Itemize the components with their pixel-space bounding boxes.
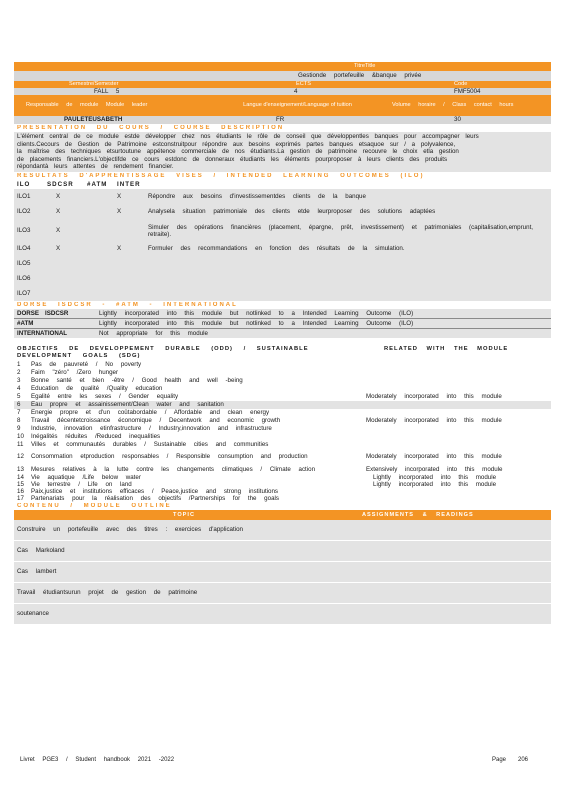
ilo-text: Répondre aux besoins d'investissementdes clients de la banque [148,192,366,200]
sdg-row [14,377,551,385]
sdg-row [14,433,551,441]
contents-row [14,583,551,604]
ilo-inter: X [117,208,122,216]
code-label: Code [454,81,468,88]
contents-heading: CONTENU / MODULE OUTLINE [17,502,172,509]
sdg-number: 10 [17,433,24,441]
ilo-id: ILO7 [17,289,31,297]
sdg-number: 2 [17,369,21,377]
dorse-text: Lightly incorporated into this module but notlinked to a Intended Learning Outcome (ILO) [99,309,414,317]
sdg-number: 3 [17,377,21,385]
sdg-row [14,385,551,393]
sdg-text: Mesures relatives à la lutte contre les changements climatiques / Climate action [31,465,316,473]
language-label: Langue d'enseignement/Language of tuition [243,102,352,109]
ilo-text: Formuler des recommandations en fonction des résultats de la simulation. [148,245,405,253]
topic-text: Travail étudiantsurun projet de gestion de patrimoine [17,589,198,597]
ilo-col-sdcsr: SDCSR [47,181,74,189]
ilo-row [14,256,551,271]
contents-row [14,541,551,562]
ilo-sdcsr: X [56,245,61,253]
dorse-label-2: ISDCSR [45,309,69,317]
sdg-number: 14 [17,473,24,481]
presentation-line: de placements financiers.L'objectifde ce cours estdonc de donneraux étudiants les éléments pourproposer à leurs clients des produits [17,155,448,163]
sdg-text: Vie aquatique /Life below water [31,473,141,481]
dorse-row [14,309,551,319]
footer-page-number: 206 [518,757,529,763]
volume-label: Volume horaire / Class contact hours [392,102,514,109]
ilo-text: Analysela situation patrimoniale des clients etde leurproposer des solutions adaptées [148,208,436,216]
contents-heading-row [14,502,551,510]
presentation-line: L'élément central de ce module estde développer chez nos étudiants le rôle de conseil que développentles banques pour accompagner leurs [17,133,479,140]
ilo-id: ILO3 [17,227,31,235]
sdg-text: Education de qualité /Quality education [31,385,163,393]
ilo-col-atm: #ATM [87,181,108,189]
sdg-row [14,417,551,425]
contents-row [14,604,551,624]
responsible-value-row [14,116,551,124]
page-footer [20,757,540,763]
sdg-text: Industrie, innovation etinfrastructure / Industry,innovation and infrastructure [31,425,272,433]
sdg-number: 15 [17,480,24,488]
sdg-related-heading: RELATED WITH THE MODULE [384,345,509,352]
responsible-label: Responsable de module Module leader [26,102,148,109]
code-value: FMF5004 [454,87,481,95]
sdg-related: Extensively incorporated into this module [366,465,503,473]
contents-row [14,562,551,583]
title-label-row [14,62,551,71]
sdg-row [14,481,551,488]
ilo-row [14,204,551,220]
ilo-id: ILO4 [17,245,31,253]
ilo-row [14,220,551,242]
sdg-row [14,441,551,449]
sdg-row [14,393,551,401]
ilo-inter: X [117,192,122,200]
volume-value: 30 [454,116,461,124]
sdg-number: 9 [17,425,21,433]
spacer [14,338,551,346]
semester-value-row [14,88,551,95]
topic-label: TOPIC [173,511,195,518]
sdg-number: 11 [17,441,24,449]
ilo-row [14,189,551,204]
sdg-heading: OBJECTIFS DE DEVELOPPEMENT DURABLE (ODD) / SUSTAINABLE DEVELOPMENT GOALS (SDG) [17,345,309,359]
presentation-heading: PRESENTATION DU COURS / COURSE DESCRIPTION [17,124,285,131]
sdg-number: 4 [17,385,21,393]
contents-columns-row [14,510,551,520]
sdg-related: Moderately incorporated into this module [366,393,502,401]
ilo-text: Simuler des opérations financières (placement, épargne, prêt, investissement) et patrimoniales (capitalisation,emprunt, retraite). [148,223,534,238]
sdg-number: 8 [17,417,21,425]
sdg-related: Moderately incorporated into this module [366,453,502,461]
presentation-text [14,132,551,172]
ilo-row [14,286,551,301]
presentation-line: répondantà leurs attentes de rendement financier. [17,163,174,171]
sdg-row [14,425,551,433]
course-sheet [14,62,551,624]
ilo-id: ILO1 [17,192,31,200]
dorse-text: Not appropriate for this module [99,329,208,337]
ilo-heading: RESULTATS D'APPRENTISSAGE VISES / INTENDED LEARNING OUTCOMES (ILO) [17,173,425,180]
ilo-id: ILO6 [17,274,31,282]
sdg-heading-row [14,346,551,361]
sdg-text: Eau propre et assainissement/Clean water and sanitation [31,401,224,409]
sdg-number: 7 [17,409,21,417]
dorse-table [14,309,551,338]
sdg-row [14,495,551,502]
ilo-row [14,271,551,286]
topic-text: Cas lambert [17,568,57,576]
ects-label: ECTS [296,81,311,88]
course-title: Gestionde portefeuille &banque privée [298,72,422,80]
semester-label: Semestre/Semester [69,81,119,88]
responsible-label-row [14,95,551,116]
ilo-heading-row [14,172,551,181]
sdg-number: 17 [17,494,24,502]
footer-handbook: Livret PGE3 / Student handbook 2021 -2022 [20,757,175,763]
dorse-label: #ATM [17,319,34,327]
title-label: TitreTitle [354,63,376,70]
title-value-row [14,71,551,81]
semester-value: FALL 5 [94,87,120,95]
semester-label-row [14,81,551,88]
dorse-row [14,329,551,338]
ilo-id: ILO2 [17,208,31,216]
assignments-label: ASSIGNMENTS & READINGS [362,511,474,518]
ilo-col-inter: INTER [117,181,141,189]
ilo-row [14,242,551,256]
ects-value: 4 [294,87,298,95]
sdg-text: Travail décentetcroissance économique / Decentwork and economic growth [31,417,281,425]
sdg-row [14,361,551,369]
sdg-row [14,409,551,417]
sdg-related: Moderately incorporated into this module [366,417,502,425]
responsible-value: PAULETEUSABETH [64,116,123,124]
presentation-line: clients.Cecours de Gestion de Patrimoine estconstruitpour répondre aux besoins exprimés partes banques etsaquoe sur / a polyvalence, [17,140,456,148]
ilo-id: ILO5 [17,259,31,267]
language-value: FR [276,116,285,124]
ilo-sdcsr: X [56,208,61,216]
dorse-heading-row [14,301,551,309]
dorse-row [14,319,551,329]
ilo-columns-row [14,181,551,189]
sdg-text: Faim "zéro" /Zero hunger [31,369,119,377]
ilo-table [14,189,551,301]
footer-page-label: Page [492,757,507,763]
sdg-text: Villes et communautés durables / Sustainable cities and communities [31,441,269,449]
sdg-number: 1 [17,361,21,369]
sdg-text: Vie terrestre / Life on land [31,480,132,488]
sdg-text: Paix,justice et institutions efficaces / Peace,justice and strong institutions [31,487,279,495]
sdg-number: 16 [17,487,24,495]
sdg-related: Lightly incorporated into this module [373,473,497,481]
contents-row [14,520,551,541]
sdg-number: 12 [17,453,24,461]
ilo-sdcsr: X [56,227,61,235]
sdg-number: 6 [17,401,21,409]
sdg-number: 5 [17,393,21,401]
dorse-label: INTERNATIONAL [17,329,68,337]
sdg-row [14,401,551,409]
sdg-text: Partenariats pour la réalisation des objectifs /Partnerships for the goals [31,494,279,502]
dorse-heading: DORSE ISDCSR - #ATM - INTERNATIONAL [17,301,238,308]
sdg-text: Pas de pauvreté / No poverty [31,361,142,369]
topic-text: soutenance [17,610,49,618]
sdg-related: Lightly incorporated into this module [373,480,497,488]
sdg-list [14,361,551,502]
ilo-sdcsr: X [56,192,61,200]
presentation-line: la maîtrise des techniques etsurtoutune appétence commerciale de nos étudiants.La gestion de patrimoine recouvre le choix etla gestion [17,148,459,156]
sdg-text: Bonne santé et bien -être / Good health and well -being [31,377,243,385]
sdg-row [14,488,551,495]
ilo-inter: X [117,245,122,253]
sdg-text: Inégalités réduites /Reduced inequalities [31,433,161,441]
sdg-text: Egalité entre les sexes / Gender equality [31,393,179,401]
contents-table [14,520,551,624]
dorse-text: Lightly incorporated into this module but notlinked to a Intended Learning Outcome (ILO) [99,319,414,327]
ilo-col-ilo: ILO [17,181,31,189]
sdg-number: 13 [17,465,24,473]
presentation-heading-row [14,124,551,132]
sdg-text: Consommation etproduction responsables / Responsible consumption and production [31,453,308,461]
sdg-row [14,465,551,474]
sdg-row [14,449,551,465]
topic-text: Cas Markoland [17,547,65,555]
dorse-label: DORSE [17,309,40,317]
sdg-text: Energie propre et d'un coûtabordable / Affordable and clean energy [31,409,270,417]
sdg-row [14,474,551,481]
topic-text: Construire un portefeuille avec des titres : exercices d'application [17,526,243,534]
sdg-row [14,369,551,377]
